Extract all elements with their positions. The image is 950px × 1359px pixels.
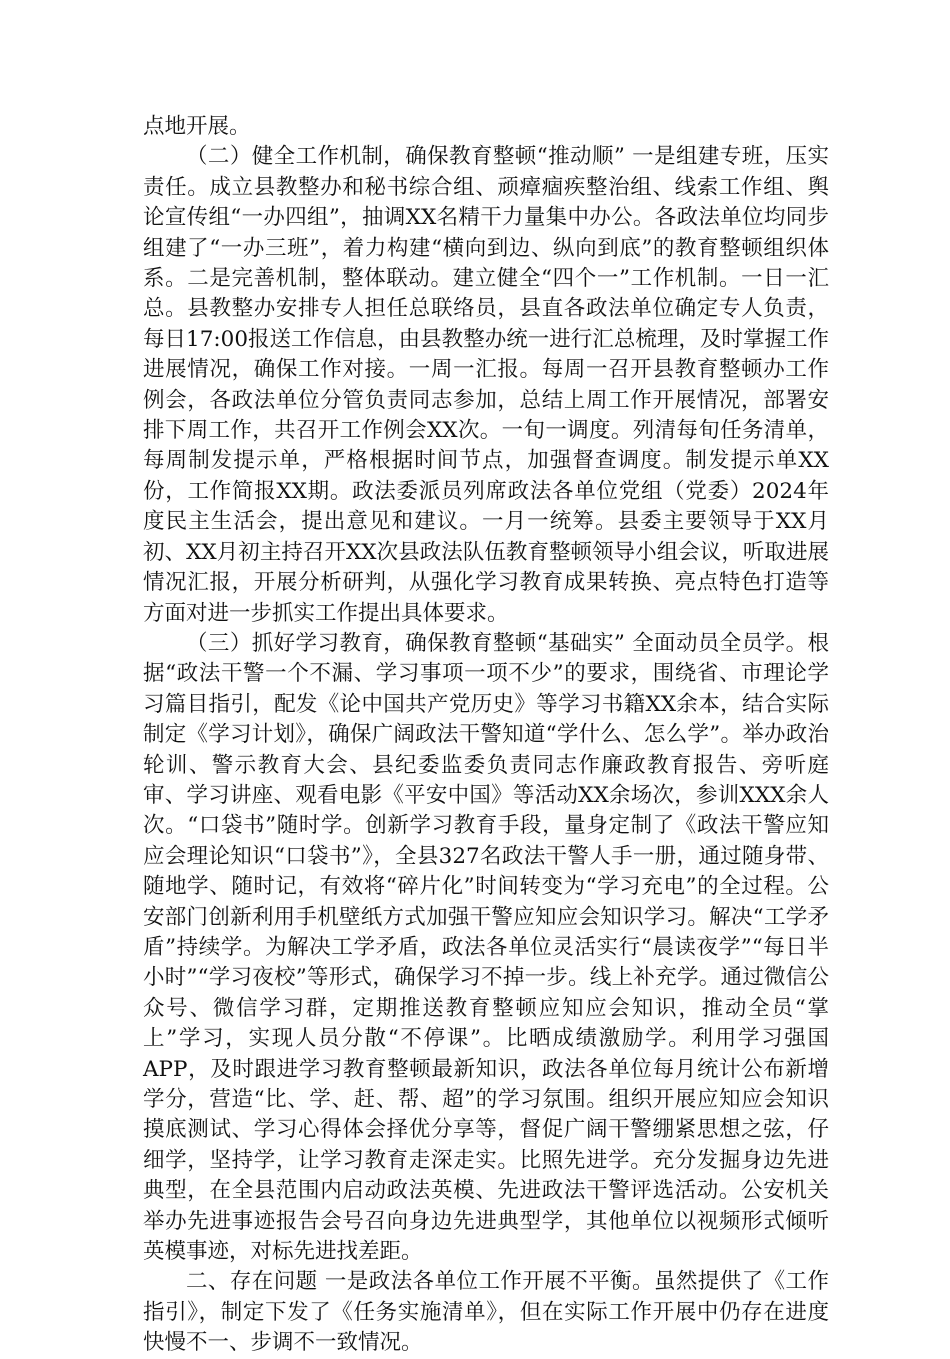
document-body	[143, 112, 829, 1359]
paragraph-existing-problems: 二、存在问题 一是政法各单位工作开展不平衡。虽然提供了《工作指引》，制定下发了《任务实施清单》，但在实际工作开展中仍存在进度快慢不一、步调不一致情况。	[143, 1269, 829, 1356]
paragraph-continuation: 点地开展。	[143, 114, 251, 139]
paragraph-study-education: （三）抓好学习教育，确保教育整顿“基础实” 全面动员全员学。根据“政法干警一个不漏、学习事项一项不少”的要求，围绕省、市理论学习篇目指引，配发《论中国共产党历史》等学习书籍XX余本，结合实际制定《学习计划》，确保广阔政法干警知道“学什么、怎么学”。举办政治轮训、警示教育大会、县纪委监委负责同志作廉政教育报告、旁听庭审、学习讲座、观看电影《平安中国》等活动XX余场次，参训XXX余人次。“口袋书”随时学。创新学习教育手段，量身定制了《政法干警应知应会理论知识“口袋书”》，全县327名政法干警人手一册，通过随身带、随地学、随时记，有效将“碎片化”时间转变为“学习充电”的全过程。公安部门创新利用手机壁纸方式加强干警应知应会知识学习。解决“工学矛盾”持续学。为解决工学矛盾，政法各单位灵活实行“晨读夜学”“每日半小时”“学习夜校”等形式，确保学习不掉一步。线上补充学。通过微信公众号、微信学习群，定期推送教育整顿应知应会知识，推动全员“掌上”学习，实现人员分散“不停课”。比晒成绩激励学。利用学习强国APP，及时跟进学习教育整顿最新知识，政法各单位每月统计公布新增学分，营造“比、学、赶、帮、超”的学习氛围。组织开展应知应会知识摸底测试、学习心得体会择优分享等，督促广阔干警绷紧思想之弦，仔细学，坚持学，让学习教育走深走实。比照先进学。充分发掘身边先进典型，在全县范围内启动政法英模、先进政法干警评选活动。公安机关举办先进事迹报告会号召向身边先进典型学，其他单位以视频形式倾听英模事迹，对标先进找差距。	[143, 630, 829, 1265]
paragraph-work-mechanism: （二）健全工作机制，确保教育整顿“推动顺” 一是组建专班，压实责任。成立县教整办和秘书综合组、顽瘴痼疾整治组、线索工作组、舆论宣传组“一办四组”，抽调XX名精干力量集中办公。各政法单位均同步组建了“一办三班”，着力构建“横向到边、纵向到底”的教育整顿组织体系。二是完善机制，整体联动。建立健全“四个一”工作机制。一日一汇总。县教整办安排专人担任总联络员，县直各政法单位确定专人负责，每日17:00报送工作信息，由县教整办统一进行汇总梳理，及时掌握工作进展情况，确保工作对接。一周一汇报。每周一召开县教育整顿办工作例会，各政法单位分管负责同志参加，总结上周工作开展情况，部署安排下周工作，共召开工作例会XX次。一旬一调度。列清每旬任务清单，每周制发提示单，严格根据时间节点，加强督查调度。制发提示单XX份，工作简报XX期。政法委派员列席政法各单位党组（党委）2024年度民主生活会，提出意见和建议。一月一统筹。县委主要领导于XX月初、XX月初主持召开XX次县政法队伍教育整顿领导小组会议，听取进展情况汇报，开展分析研判，从强化学习教育成果转换、亮点特色打造等方面对进一步抓实工作提出具体要求。	[143, 144, 829, 626]
